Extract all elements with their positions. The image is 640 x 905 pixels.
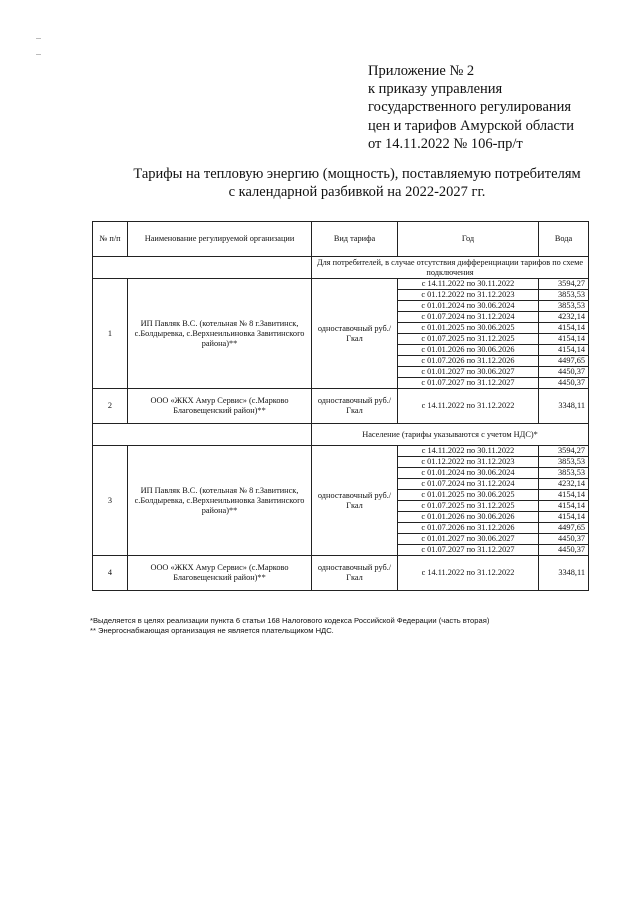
period-cell: с 01.01.2026 по 30.06.2026	[398, 512, 539, 523]
price-cell: 4154,14	[539, 334, 589, 345]
period-cell: с 01.01.2024 по 30.06.2024	[398, 301, 539, 312]
header-line: Приложение № 2	[368, 63, 475, 79]
section-row	[93, 424, 589, 446]
header-line: цен и тарифов Амурской области	[368, 117, 575, 134]
period-cell: с 01.01.2025 по 30.06.2025	[398, 490, 539, 501]
price-cell: 4154,14	[539, 501, 589, 512]
table-row	[93, 279, 589, 290]
organization-name: ООО «ЖКХ Амур Сервис» (с.Марково Благовещенский район)**	[128, 556, 312, 591]
tariff-table	[92, 221, 589, 591]
price-cell: 4154,14	[539, 512, 589, 523]
price-cell: 4450,37	[539, 367, 589, 378]
period-cell: с 14.11.2022 по 31.12.2022	[398, 389, 539, 424]
section-label: Население (тарифы указываются с учетом НДС)*	[312, 424, 589, 446]
price-cell: 4232,14	[539, 312, 589, 323]
margin-mark	[36, 38, 41, 39]
period-cell: с 01.07.2025 по 31.12.2025	[398, 334, 539, 345]
price-cell: 4154,14	[539, 345, 589, 356]
period-cell: с 14.11.2022 по 31.12.2022	[398, 556, 539, 591]
period-cell: с 01.07.2027 по 31.12.2027	[398, 378, 539, 389]
tariff-type: одноставочный руб./Гкал	[312, 279, 398, 389]
period-cell: с 01.12.2022 по 31.12.2023	[398, 457, 539, 468]
column-header-year: Год	[398, 222, 539, 257]
period-cell: с 01.07.2026 по 31.12.2026	[398, 523, 539, 534]
price-cell: 3594,27	[539, 279, 589, 290]
tariff-type: одноставочный руб./Гкал	[312, 389, 398, 424]
row-number: 4	[93, 556, 128, 591]
header-line: к приказу управления	[368, 81, 503, 98]
period-cell: с 01.07.2026 по 31.12.2026	[398, 356, 539, 367]
header-line: от 14.11.2022 № 106-пр/т	[368, 135, 523, 152]
footnote-1: *Выделяется в целях реализации пункта 6 статьи 168 Налогового кодекса Российской Федерации (часть вторая)	[90, 616, 490, 625]
period-cell: с 01.01.2026 по 30.06.2026	[398, 345, 539, 356]
period-cell: с 14.11.2022 по 30.11.2022	[398, 279, 539, 290]
price-cell: 3348,11	[539, 389, 589, 424]
table-row	[93, 446, 589, 457]
price-cell: 3853,53	[539, 301, 589, 312]
price-cell: 3594,27	[539, 446, 589, 457]
section-empty-cell	[93, 257, 312, 279]
column-header-type: Вид тарифа	[312, 222, 398, 257]
period-cell: с 01.01.2025 по 30.06.2025	[398, 323, 539, 334]
footnote-2: ** Энергоснабжающая организация не является плательщиком НДС.	[90, 626, 334, 635]
section-label: Для потребителей, в случае отсутствия дифференциации тарифов по схеме подключения	[312, 257, 589, 279]
row-number: 1	[93, 279, 128, 389]
title-line-1: Тарифы на тепловую энергию (мощность), поставляемую потребителям	[133, 166, 581, 182]
organization-name: ИП Павляк В.С. (котельная № 8 г.Завитинск, с.Болдыревка, с.Верхнеильиновка Завитинского района)**	[128, 279, 312, 389]
period-cell: с 01.07.2025 по 31.12.2025	[398, 501, 539, 512]
table-body	[93, 257, 589, 591]
tariff-type: одноставочный руб./Гкал	[312, 446, 398, 556]
section-row	[93, 257, 589, 279]
column-header-water: Вода	[539, 222, 589, 257]
period-cell: с 01.07.2027 по 31.12.2027	[398, 545, 539, 556]
margin-mark	[36, 54, 41, 55]
document-title	[92, 165, 622, 201]
price-cell: 4497,65	[539, 523, 589, 534]
table-row	[93, 556, 589, 591]
column-header-num: № п/п	[93, 222, 128, 257]
price-cell: 4154,14	[539, 490, 589, 501]
price-cell: 4450,37	[539, 378, 589, 389]
table-row	[93, 389, 589, 424]
footnotes	[90, 616, 610, 636]
tariff-type: одноставочный руб./Гкал	[312, 556, 398, 591]
period-cell: с 01.07.2024 по 31.12.2024	[398, 312, 539, 323]
organization-name: ООО «ЖКХ Амур Сервис» (с.Марково Благовещенский район)**	[128, 389, 312, 424]
price-cell: 4232,14	[539, 479, 589, 490]
price-cell: 3348,11	[539, 556, 589, 591]
price-cell: 4450,37	[539, 534, 589, 545]
header-line: государственного регулирования	[368, 99, 572, 116]
period-cell: с 01.12.2022 по 31.12.2023	[398, 290, 539, 301]
price-cell: 4497,65	[539, 356, 589, 367]
period-cell: с 01.01.2027 по 30.06.2027	[398, 367, 539, 378]
period-cell: с 01.07.2024 по 31.12.2024	[398, 479, 539, 490]
row-number: 2	[93, 389, 128, 424]
price-cell: 4154,14	[539, 323, 589, 334]
row-number: 3	[93, 446, 128, 556]
section-empty-cell	[93, 424, 312, 446]
period-cell: с 01.01.2024 по 30.06.2024	[398, 468, 539, 479]
title-line-2: с календарной разбивкой на 2022-2027 гг.	[228, 184, 486, 200]
period-cell: с 14.11.2022 по 30.11.2022	[398, 446, 539, 457]
organization-name: ИП Павляк В.С. (котельная № 8 г.Завитинск, с.Болдыревка, с.Верхнеильиновка Завитинского района)**	[128, 446, 312, 556]
appendix-header	[368, 62, 618, 153]
price-cell: 4450,37	[539, 545, 589, 556]
price-cell: 3853,53	[539, 468, 589, 479]
price-cell: 3853,53	[539, 457, 589, 468]
table-header-row	[93, 222, 589, 257]
period-cell: с 01.01.2027 по 30.06.2027	[398, 534, 539, 545]
column-header-org: Наименование регулируемой организации	[128, 222, 312, 257]
price-cell: 3853,53	[539, 290, 589, 301]
